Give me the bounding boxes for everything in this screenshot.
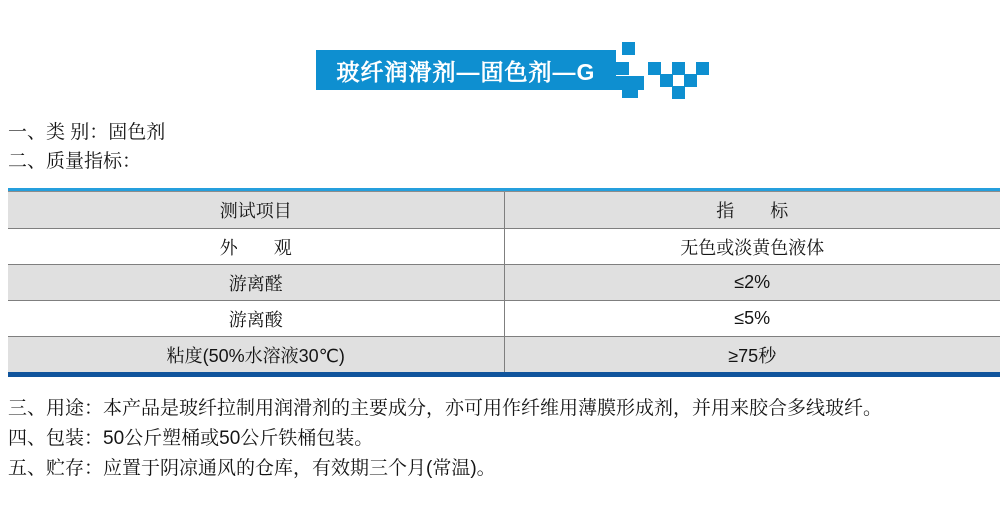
table-row — [8, 228, 1000, 264]
storage-line: 五、贮存：应置于阴凉通风的仓库，有效期三个月(常温)。 — [8, 458, 496, 479]
row-item-label: 外 观 — [8, 229, 505, 264]
column-header-spec: 指 标 — [716, 201, 789, 221]
table-row — [8, 300, 1000, 336]
row-spec-value: ≤2% — [734, 272, 771, 292]
table-row — [8, 336, 1000, 372]
table-header-row — [8, 191, 1000, 228]
row-item-label: 游离醛 — [8, 265, 505, 300]
row-spec-value: 无色或淡黄色液体 — [680, 237, 825, 258]
packing-line: 四、包装：50公斤塑桶或50公斤铁桶包装。 — [8, 428, 374, 449]
checker-dissolve-icon — [616, 40, 716, 102]
quality-heading-line: 二、质量指标： — [8, 151, 142, 172]
spec-table — [8, 188, 1000, 377]
row-item-label: 粘度(50%水溶液30℃) — [8, 337, 505, 372]
intro-section — [8, 118, 165, 176]
category-line: 一、类 别：固色剂 — [8, 122, 166, 143]
notes-section — [8, 394, 882, 484]
row-item-label: 游离酸 — [8, 301, 505, 336]
product-title-banner — [316, 50, 616, 90]
column-header-item: 测试项目 — [8, 192, 505, 228]
row-spec-value: ≤5% — [734, 308, 771, 328]
page-title: 玻纤润滑剂—固色剂—G — [336, 58, 596, 85]
table-row — [8, 264, 1000, 300]
row-spec-value: ≥75秒 — [728, 345, 777, 366]
usage-line: 三、用途：本产品是玻纤拉制用润滑剂的主要成分，亦可用作纤维用薄膜形成剂，并用来胶合多线玻纤。 — [8, 398, 883, 419]
